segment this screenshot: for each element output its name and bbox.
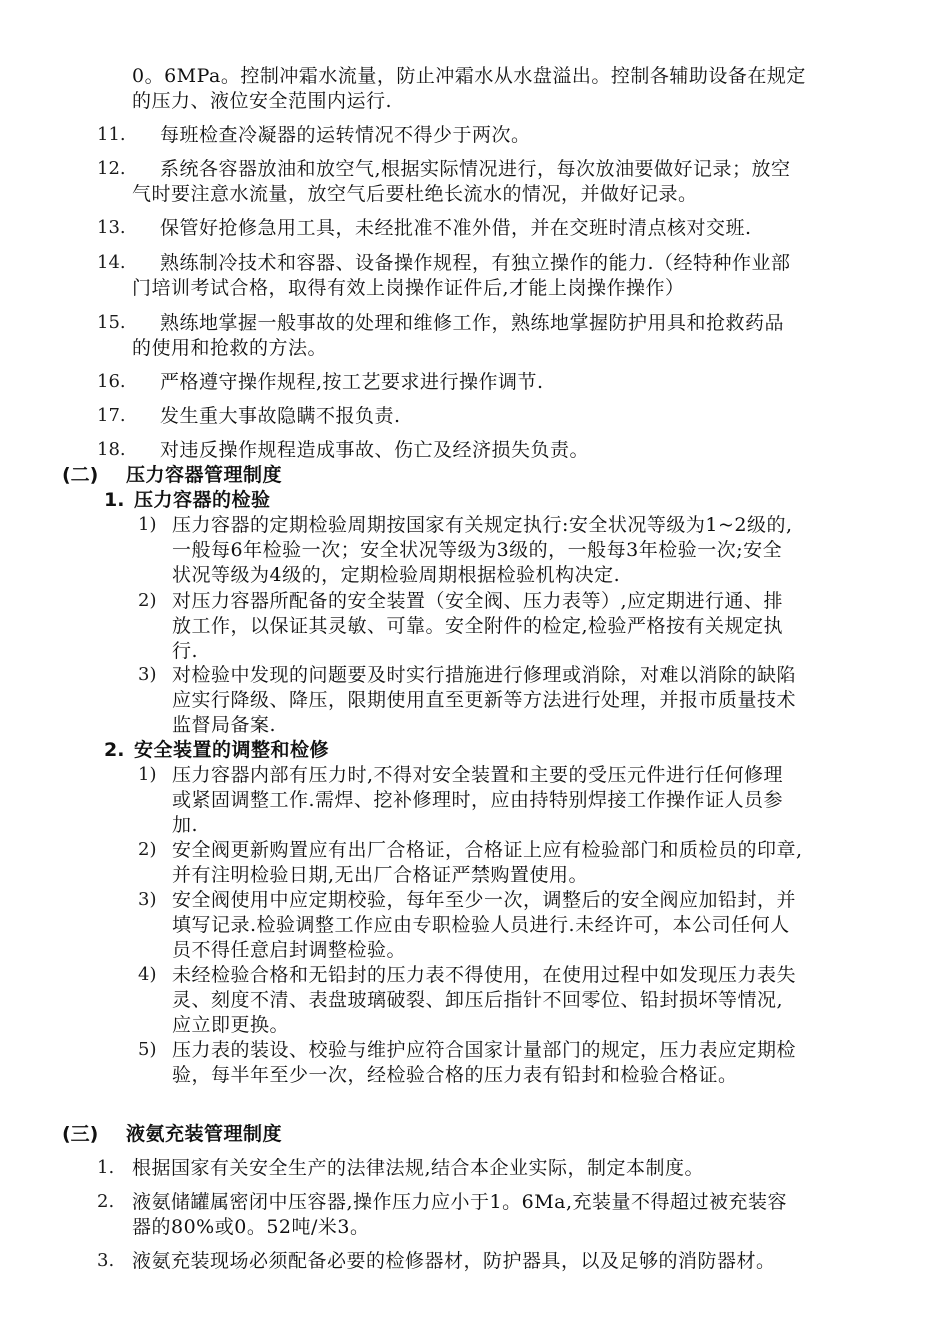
subsection-title: 安全装置的调整和检修 [134, 739, 330, 761]
item-number: 3) [138, 889, 157, 910]
item-text: 放工作，以保证其灵敏、可靠。安全附件的检定,检验严格按有关规定执 [172, 615, 784, 637]
item-text: 员不得任意启封调整检验。 [172, 939, 407, 961]
item-text: 的使用和抢救的方法。 [132, 337, 328, 359]
item-text: 对检验中发现的问题要及时实行措施进行修理或消除，对难以消除的缺陷 [172, 664, 797, 686]
item-text: 验，每半年至少一次，经检验合格的压力表有铅封和检验合格证。 [172, 1064, 738, 1086]
item-number: 2) [138, 839, 157, 860]
item-text: 根据国家有关安全生产的法律法规,结合本企业实际，制定本制度。 [132, 1157, 705, 1179]
section-number: (二) [62, 464, 99, 486]
item-number: 14. [97, 252, 126, 273]
item-text: 熟练制冷技术和容器、设备操作规程，有独立操作的能力.（经特种作业部 [160, 252, 791, 274]
item-number: 15. [97, 312, 126, 333]
item-text: 对压力容器所配备的安全装置（安全阀、压力表等）,应定期进行通、排 [172, 590, 784, 612]
item-text: 熟练地掌握一般事故的处理和维修工作，熟练地掌握防护用具和抢救药品 [160, 312, 785, 334]
item-text: 保管好抢修急用工具，未经批准不准外借，并在交班时清点核对交班. [160, 217, 752, 239]
continuation-line: 的压力、液位安全范围内运行. [132, 90, 393, 112]
item-text: 严格遵守操作规程,按工艺要求进行操作调节. [160, 371, 544, 393]
item-number: 12. [97, 158, 126, 179]
item-number: 17. [97, 405, 126, 426]
item-text: 压力容器内部有压力时,不得对安全装置和主要的受压元件进行任何修理 [172, 764, 784, 786]
item-text: 器的80%或0。52吨/米3。 [132, 1216, 370, 1238]
item-number: 3) [138, 664, 157, 685]
item-number: 2) [138, 590, 157, 611]
subsection-number: 1. [104, 489, 125, 511]
item-text: 一般每6年检验一次；安全状况等级为3级的，一般每3年检验一次;安全 [172, 539, 783, 561]
item-text: 压力容器的定期检验周期按国家有关规定执行:安全状况等级为1~2级的, [172, 514, 793, 536]
item-number: 2. [97, 1191, 115, 1212]
item-text: 系统各容器放油和放空气,根据实际情况进行，每次放油要做好记录；放空 [160, 158, 791, 180]
subsection-title: 压力容器的检验 [134, 489, 271, 511]
item-text: 填写记录.检验调整工作应由专职检验人员进行.未经许可，本公司任何人 [172, 914, 790, 936]
section-title: 液氨充装管理制度 [126, 1123, 283, 1145]
item-text: 加. [172, 814, 199, 836]
item-number: 5) [138, 1039, 157, 1060]
item-text: 对违反操作规程造成事故、伤亡及经济损失负责。 [160, 439, 590, 461]
item-text: 安全阀使用中应定期校验，每年至少一次，调整后的安全阀应加铅封，并 [172, 889, 797, 911]
section-number: (三) [62, 1123, 99, 1145]
item-text: 监督局备案. [172, 714, 277, 736]
item-number: 18. [97, 439, 126, 460]
item-text: 液氨充装现场必须配备必要的检修器材，防护器具，以及足够的消防器材。 [132, 1250, 776, 1272]
continuation-line: 0。6MPa。控制冲霜水流量，防止冲霜水从水盘溢出。控制各辅助设备在规定 [132, 65, 806, 87]
item-text: 灵、刻度不清、表盘玻璃破裂、卸压后指针不回零位、铅封损坏等情况, [172, 989, 784, 1011]
section-title: 压力容器管理制度 [126, 464, 283, 486]
item-text: 行. [172, 640, 199, 662]
item-text: 应实行降级、降压，限期使用直至更新等方法进行处理，并报市质量技术 [172, 689, 797, 711]
item-number: 3. [97, 1250, 115, 1271]
item-number: 13. [97, 217, 126, 238]
item-number: 1. [97, 1157, 115, 1178]
item-number: 11. [97, 124, 126, 145]
item-text: 未经检验合格和无铅封的压力表不得使用，在使用过程中如发现压力表失 [172, 964, 797, 986]
item-text: 每班检查冷凝器的运转情况不得少于两次。 [160, 124, 531, 146]
item-text: 或紧固调整工作.需焊、挖补修理时，应由持特别焊接工作操作证人员参 [172, 789, 784, 811]
item-text: 状况等级为4级的，定期检验周期根据检验机构决定. [172, 564, 621, 586]
item-number: 1) [138, 514, 157, 535]
item-text: 应立即更换。 [172, 1014, 290, 1036]
item-number: 1) [138, 764, 157, 785]
item-text: 液氨储罐属密闭中压容器,操作压力应小于1。6Ma,充装量不得超过被充装容 [132, 1191, 788, 1213]
item-text: 门培训考试合格，取得有效上岗操作证件后,才能上岗操作操作） [132, 277, 685, 299]
item-text: 气时要注意水流量，放空气后要杜绝长流水的情况，并做好记录。 [132, 183, 698, 205]
item-number: 16. [97, 371, 126, 392]
subsection-number: 2. [104, 739, 125, 761]
item-text: 压力表的装设、校验与维护应符合国家计量部门的规定，压力表应定期检 [172, 1039, 797, 1061]
item-text: 安全阀更新购置应有出厂合格证，合格证上应有检验部门和质检员的印章, [172, 839, 803, 861]
item-text: 发生重大事故隐瞒不报负责. [160, 405, 401, 427]
item-number: 4) [138, 964, 157, 985]
item-text: 并有注明检验日期,无出厂合格证严禁购置使用。 [172, 864, 589, 886]
